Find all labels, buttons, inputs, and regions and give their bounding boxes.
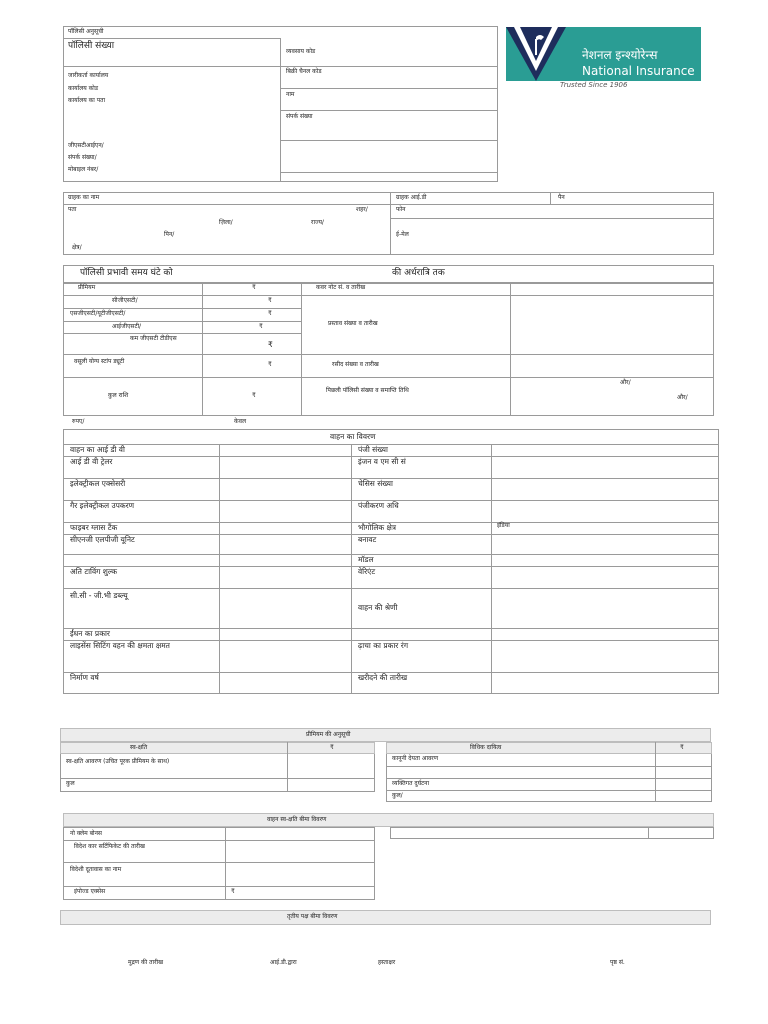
third-party-title: तृतीय पक्ष बीमा विवरण bbox=[287, 913, 338, 920]
divider bbox=[280, 88, 498, 89]
divider bbox=[390, 218, 714, 219]
customer-name-label: ग्राहक का नाम bbox=[68, 194, 100, 201]
policy-schedule-title: पॉलिसी अनुसूची bbox=[68, 28, 104, 35]
total-amount-label: कुल राशि bbox=[108, 392, 129, 399]
page-number-label: पृष्ठ सं. bbox=[610, 959, 625, 966]
phone-label: फोन bbox=[396, 206, 406, 213]
divider bbox=[63, 38, 280, 39]
divider bbox=[386, 790, 712, 791]
divider bbox=[63, 444, 719, 445]
divider bbox=[655, 742, 656, 802]
logo-tagline: Trusted Since 1906 bbox=[560, 81, 628, 89]
divider bbox=[301, 283, 302, 416]
rupee-symbol: ₹ bbox=[680, 744, 684, 751]
vehicle-right-label: मॉडल bbox=[358, 555, 374, 564]
office-address-label: कार्यालय का पता bbox=[68, 97, 106, 104]
legal-cover-label: कानूनी देयता आवरण bbox=[392, 755, 439, 762]
gstin-label: जीएसटीआईएन/ bbox=[68, 142, 104, 149]
od-total-label: कुल bbox=[66, 780, 75, 787]
divider bbox=[60, 778, 375, 779]
divider bbox=[510, 283, 511, 416]
divider bbox=[63, 628, 719, 629]
email-label: ई-मेल bbox=[396, 231, 409, 238]
vehicle-left-label: सीएनजी एलपीजी यूनिट bbox=[70, 535, 135, 544]
divider bbox=[63, 566, 719, 567]
vehicle-left-label: वाहन का आई डी वी bbox=[70, 445, 125, 454]
divider bbox=[63, 354, 714, 355]
agency-code-label: बिक्री चैनल कोड bbox=[286, 68, 322, 75]
divider bbox=[280, 172, 498, 173]
mobile-number-label: मोबाइल नंबर/ bbox=[68, 166, 99, 173]
vehicle-left-label: लाइसेंस सिटिंग वहन की क्षमता क्षमत bbox=[70, 641, 170, 650]
vehicle-left-label: फाइबर ग्लास टैंक bbox=[70, 523, 118, 532]
liability-header bbox=[386, 742, 712, 754]
and-label-1: और/ bbox=[620, 379, 631, 386]
divider bbox=[63, 295, 714, 296]
and-label-2: और/ bbox=[677, 394, 688, 401]
vehicle-left-label: इलेक्ट्रीकल एक्सेसरी bbox=[70, 479, 126, 488]
third-party-header bbox=[60, 910, 711, 925]
divider bbox=[63, 66, 280, 67]
divider bbox=[202, 283, 203, 416]
pin-label: पिन/ bbox=[164, 231, 175, 238]
proposal-label: प्रस्ताव संख्या व तारीख bbox=[328, 320, 378, 327]
premium-schedule-header bbox=[60, 728, 711, 742]
divider bbox=[219, 444, 220, 694]
divider bbox=[63, 321, 301, 322]
agent-name-label: नाम bbox=[286, 91, 295, 98]
national-insurance-logo bbox=[506, 27, 701, 81]
vehicle-right-label: बनावट bbox=[358, 535, 377, 544]
od-insurance-title: वाहन स्व-क्षति बीमा विवरण bbox=[267, 816, 327, 823]
state-label: राज्य/ bbox=[311, 219, 324, 226]
premium-schedule-title: प्रीमियम की अनुसूची bbox=[306, 731, 351, 738]
vehicle-left-label: अति टाविंग शुल्क bbox=[70, 567, 118, 576]
vehicle-left-label: ईंधन का प्रकार bbox=[70, 629, 110, 638]
od-side-row bbox=[390, 827, 714, 839]
vehicle-left-label: गैर इलेक्ट्रीकल उपकरण bbox=[70, 501, 135, 510]
divider bbox=[648, 827, 649, 839]
vehicle-right-label: पंजीकरण अधि bbox=[358, 501, 399, 510]
divider bbox=[390, 192, 391, 255]
rupee-symbol: ₹ bbox=[259, 323, 263, 330]
od-insurance-table bbox=[63, 827, 375, 900]
personal-accident-label: व्यक्तिगत दुर्घटना bbox=[392, 780, 430, 787]
divider bbox=[280, 140, 498, 141]
issuing-office-label: जारीकर्ता कार्यालय bbox=[68, 72, 109, 79]
divider bbox=[351, 444, 352, 694]
only-label: केवल bbox=[234, 418, 247, 425]
rupee-symbol: ₹ bbox=[252, 284, 256, 291]
own-damage-label: स्व-क्षति bbox=[130, 744, 148, 751]
business-code-label: व्यवसाय कोड bbox=[286, 48, 316, 55]
vehicle-left-label: सी.सी - जी.भी डब्ल्यू bbox=[70, 591, 128, 600]
rupee-symbol: ₹ bbox=[268, 297, 272, 304]
sgst-label: एसजीएसटी/यूटीजीएसटी/ bbox=[70, 310, 126, 317]
vehicle-right-label: ढ़ाचा का प्रकार रंग bbox=[358, 641, 409, 650]
divider bbox=[63, 862, 375, 863]
rupee-symbol: ₹ bbox=[268, 340, 273, 349]
cgst-label: सीजीएसटी/ bbox=[112, 297, 138, 304]
vehicle-left-label: आई डी वी ट्रेलर bbox=[70, 457, 113, 466]
vehicle-right-label: भौगोलिक क्षेत्र bbox=[358, 523, 397, 532]
od-insurance-header bbox=[63, 813, 714, 827]
agent-contact-label: संपर्क संख्या bbox=[286, 113, 313, 120]
divider bbox=[63, 534, 719, 535]
divider bbox=[491, 444, 492, 694]
rupee-symbol: ₹ bbox=[231, 888, 235, 895]
divider bbox=[63, 377, 714, 378]
cover-note-label: कवर नोट सं. व तारीख bbox=[316, 284, 366, 291]
rupees-label: रुपए/ bbox=[72, 418, 85, 425]
igst-label: आईजीएसटी/ bbox=[112, 323, 142, 330]
vehicle-details-table bbox=[63, 429, 719, 694]
vehicle-right-label: खरीदने की तारीख bbox=[358, 673, 408, 682]
receipt-label: रसीद संख्या व तारीख bbox=[332, 361, 379, 368]
vehicle-right-label: पंजी संख्या bbox=[358, 445, 388, 454]
divider bbox=[63, 588, 719, 589]
rupee-symbol: ₹ bbox=[268, 361, 272, 368]
od-basic-label: स्व-क्षति आवरण (उचित पूरक प्रीमियम के साथ) bbox=[66, 758, 170, 765]
embassy-label: विदेशी दूतावास का नाम bbox=[70, 866, 122, 873]
rupee-symbol: ₹ bbox=[330, 744, 334, 751]
vehicle-right-label: चेसिस संख्या bbox=[358, 479, 393, 488]
cert-date-label: विदेश कार सर्टिफिकेट की तारीख bbox=[74, 843, 145, 850]
customer-details-block bbox=[63, 192, 714, 255]
previous-policy-label: पिछली पॉलिसी संख्या व समाप्ति तिथि bbox=[326, 387, 409, 394]
tds-label: कम जीएसटी टीडीएस bbox=[130, 335, 177, 342]
divider bbox=[63, 308, 301, 309]
vehicle-right-label: वाहन की श्रेणी bbox=[358, 603, 398, 612]
divider bbox=[386, 766, 712, 767]
signature-label: हस्ताक्षर bbox=[378, 959, 396, 966]
divider bbox=[280, 110, 498, 111]
divider bbox=[225, 827, 226, 900]
own-damage-header bbox=[60, 742, 375, 754]
divider bbox=[386, 778, 712, 779]
liability-label: विधिक दायित्व bbox=[470, 744, 502, 751]
policy-number-label: पॉलिसी संख्या bbox=[68, 41, 115, 51]
logo-english-name: National Insurance bbox=[582, 64, 695, 78]
geo-zone-value: इंडिया bbox=[497, 522, 510, 529]
city-label: शहर/ bbox=[356, 206, 368, 213]
district-label: ज़िला/ bbox=[219, 219, 233, 226]
address-label: पता bbox=[68, 206, 77, 213]
area-label: क्षेत्र/ bbox=[72, 244, 82, 251]
divider bbox=[63, 840, 375, 841]
vehicle-left-label: निर्माण वर्ष bbox=[70, 673, 99, 682]
pan-label: पैन bbox=[558, 194, 565, 201]
policy-effective-to: की अर्धरात्रि तक bbox=[392, 268, 445, 278]
office-code-label: कार्यालय कोड bbox=[68, 85, 99, 92]
premium-details-block bbox=[63, 283, 714, 416]
vehicle-right-label: इंजन व एम सी सं bbox=[358, 457, 406, 466]
divider bbox=[550, 192, 551, 204]
logo-hindi-name: नेशनल इन्श्योरेन्स bbox=[582, 48, 658, 62]
divider bbox=[63, 886, 375, 887]
policy-effective-from: पॉलिसी प्रभावी समय घंटे को bbox=[80, 268, 173, 278]
contact-number-label: संपर्क संख्या/ bbox=[68, 154, 97, 161]
rupee-symbol: ₹ bbox=[252, 392, 256, 399]
liability-total-label: कुल/ bbox=[392, 792, 403, 799]
vehicle-right-label: वेरिएंट bbox=[358, 567, 376, 576]
divider bbox=[63, 554, 719, 555]
print-date-label: मुद्रण की तारीख bbox=[128, 959, 163, 966]
printed-by-label: आई.डी.द्वारा bbox=[270, 959, 297, 966]
divider bbox=[280, 66, 498, 67]
divider bbox=[287, 742, 288, 792]
vehicle-details-title: वाहन का विवरण bbox=[330, 432, 376, 441]
divider bbox=[63, 333, 301, 334]
ncb-label: नो क्लेम बोनस bbox=[70, 830, 102, 837]
stamp-duty-label: वसूली योग्य स्टांप ड्यूटी bbox=[74, 358, 125, 365]
rupee-symbol: ₹ bbox=[268, 310, 272, 317]
customer-id-label: ग्राहक आई.डी bbox=[396, 194, 427, 201]
premium-label: प्रीमियम bbox=[78, 284, 96, 291]
divider bbox=[63, 204, 714, 205]
imposed-excess-label: इंपोज्ड एक्सेस bbox=[74, 888, 106, 895]
